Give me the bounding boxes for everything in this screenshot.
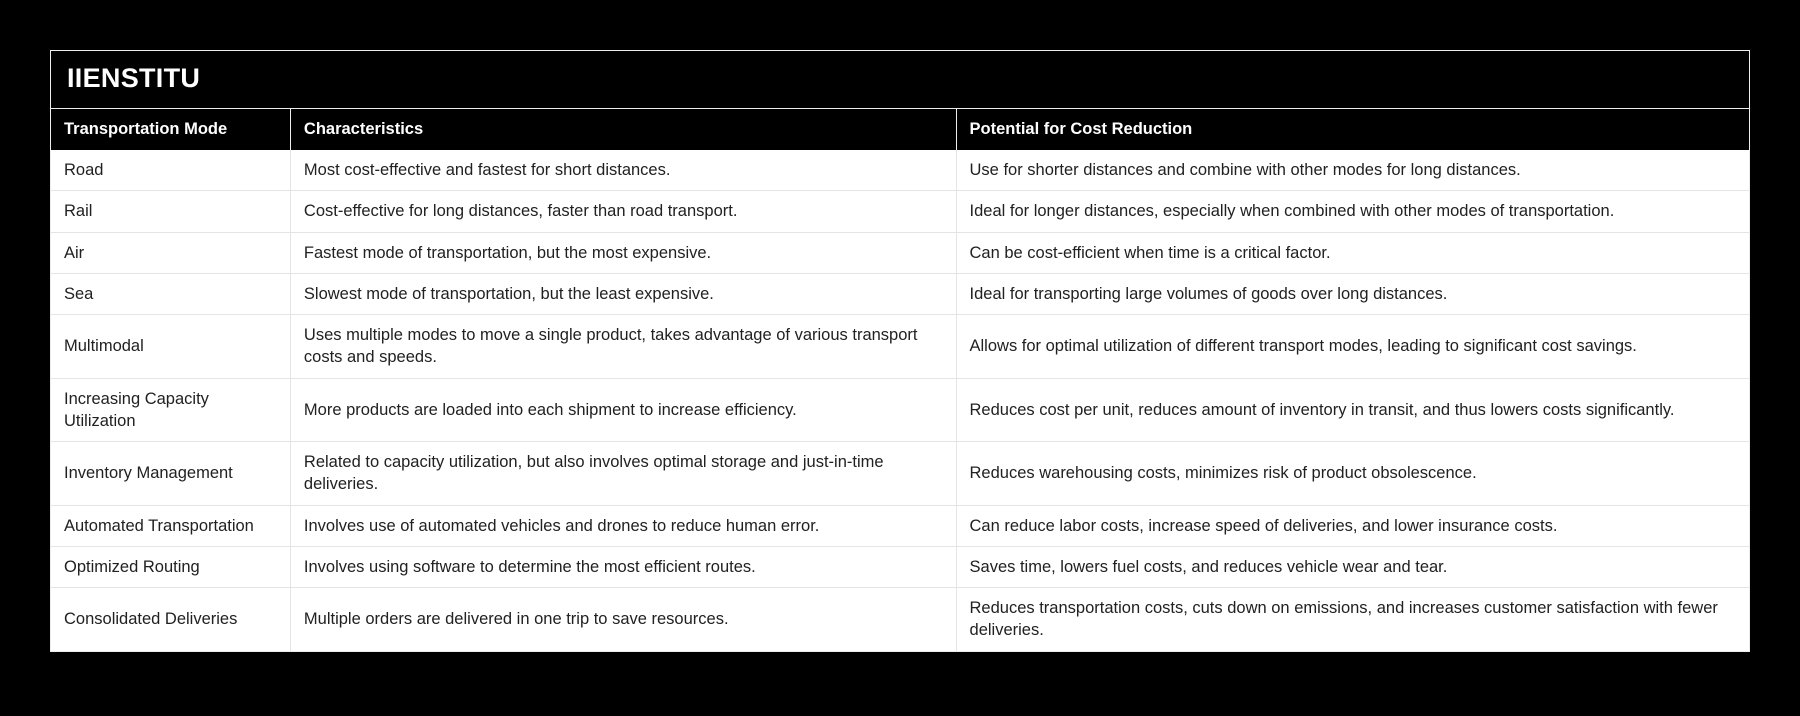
cell-cost-reduction: Ideal for longer distances, especially when combined with other modes of transportation. xyxy=(956,191,1749,232)
cell-transportation-mode: Sea xyxy=(51,273,290,314)
table-row xyxy=(51,588,1749,651)
cell-characteristics: Fastest mode of transportation, but the most expensive. xyxy=(290,232,956,273)
cell-cost-reduction: Can be cost-efficient when time is a critical factor. xyxy=(956,232,1749,273)
transportation-table xyxy=(51,109,1749,651)
cell-transportation-mode: Air xyxy=(51,232,290,273)
table-row xyxy=(51,315,1749,379)
cell-cost-reduction: Reduces cost per unit, reduces amount of inventory in transit, and thus lowers costs significantly. xyxy=(956,378,1749,442)
cell-characteristics: Most cost-effective and fastest for short distances. xyxy=(290,150,956,191)
cell-characteristics: Uses multiple modes to move a single product, takes advantage of various transport costs and speeds. xyxy=(290,315,956,379)
cell-cost-reduction: Ideal for transporting large volumes of goods over long distances. xyxy=(956,273,1749,314)
cell-transportation-mode: Optimized Routing xyxy=(51,546,290,587)
cell-characteristics: Related to capacity utilization, but also involves optimal storage and just-in-time deliveries. xyxy=(290,442,956,506)
table-row xyxy=(51,150,1749,191)
cell-cost-reduction: Saves time, lowers fuel costs, and reduces vehicle wear and tear. xyxy=(956,546,1749,587)
col-header-cost-reduction: Potential for Cost Reduction xyxy=(956,109,1749,150)
cell-cost-reduction: Reduces transportation costs, cuts down on emissions, and increases customer satisfaction with fewer deliveries. xyxy=(956,588,1749,651)
col-header-transportation-mode: Transportation Mode xyxy=(51,109,290,150)
cell-cost-reduction: Can reduce labor costs, increase speed of deliveries, and lower insurance costs. xyxy=(956,505,1749,546)
table-row xyxy=(51,378,1749,442)
cell-characteristics: Multiple orders are delivered in one trip to save resources. xyxy=(290,588,956,651)
header-row xyxy=(51,109,1749,150)
table-card xyxy=(50,50,1750,652)
table-row xyxy=(51,442,1749,506)
cell-characteristics: Involves use of automated vehicles and drones to reduce human error. xyxy=(290,505,956,546)
brand-title: IIENSTITU xyxy=(51,51,1749,109)
cell-cost-reduction: Reduces warehousing costs, minimizes risk of product obsolescence. xyxy=(956,442,1749,506)
cell-cost-reduction: Use for shorter distances and combine with other modes for long distances. xyxy=(956,150,1749,191)
cell-cost-reduction: Allows for optimal utilization of different transport modes, leading to significant cost savings. xyxy=(956,315,1749,379)
table-row xyxy=(51,546,1749,587)
cell-characteristics: More products are loaded into each shipment to increase efficiency. xyxy=(290,378,956,442)
table-row xyxy=(51,273,1749,314)
cell-transportation-mode: Inventory Management xyxy=(51,442,290,506)
col-header-characteristics: Characteristics xyxy=(290,109,956,150)
cell-transportation-mode: Increasing Capacity Utilization xyxy=(51,378,290,442)
table-row xyxy=(51,505,1749,546)
cell-transportation-mode: Rail xyxy=(51,191,290,232)
cell-characteristics: Involves using software to determine the most efficient routes. xyxy=(290,546,956,587)
cell-transportation-mode: Multimodal xyxy=(51,315,290,379)
table-row xyxy=(51,232,1749,273)
cell-characteristics: Cost-effective for long distances, faster than road transport. xyxy=(290,191,956,232)
cell-transportation-mode: Consolidated Deliveries xyxy=(51,588,290,651)
cell-characteristics: Slowest mode of transportation, but the least expensive. xyxy=(290,273,956,314)
table-body xyxy=(51,150,1749,651)
cell-transportation-mode: Road xyxy=(51,150,290,191)
table-row xyxy=(51,191,1749,232)
cell-transportation-mode: Automated Transportation xyxy=(51,505,290,546)
